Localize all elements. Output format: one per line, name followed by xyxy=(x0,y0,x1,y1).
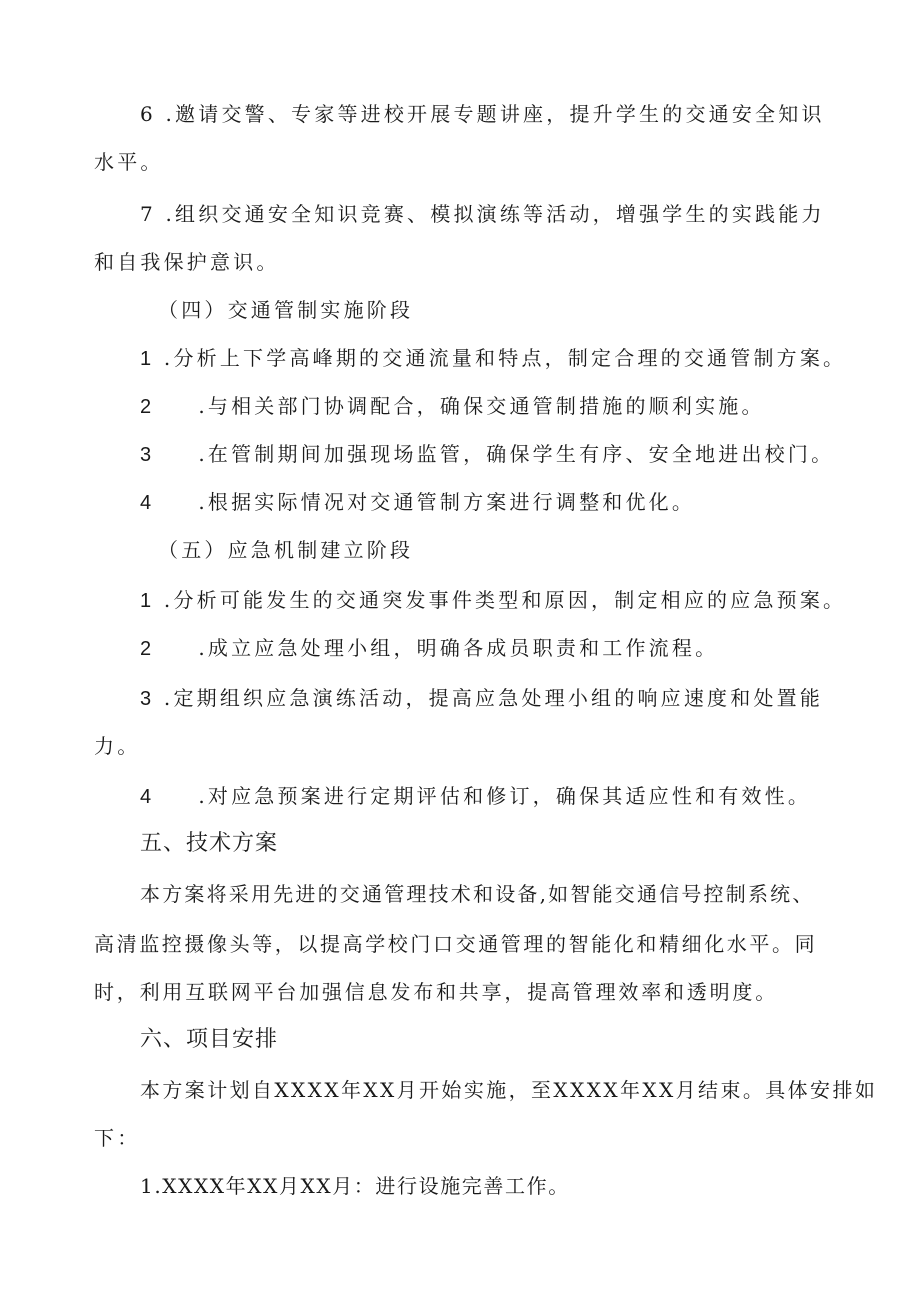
item-text: .定期组织应急演练活动，提高应急处理小组的响应速度和处置能 xyxy=(154,686,824,710)
list-item xyxy=(140,586,880,615)
paragraph-line: 时，利用互联网平台加强信息发布和共享，提高管理效率和透明度。 xyxy=(94,980,778,1004)
item-text: .与相关部门协调配合，确保交通管制措施的顺利实施。 xyxy=(198,394,765,418)
list-item: 7 .组织交通安全知识竞赛、模拟演练等活动，增强学生的实践能力 xyxy=(140,202,825,226)
paragraph-line: 高清监控摄像头等，以提高学校门口交通管理的智能化和精细化水平。同 xyxy=(94,932,818,956)
item-number: 1 xyxy=(140,348,155,370)
item-text: .成立应急处理小组，明确各成员职责和工作流程。 xyxy=(198,636,719,660)
paragraph-line: 下： xyxy=(94,1126,141,1150)
list-item xyxy=(140,634,880,663)
list-item-continuation: 力。 xyxy=(94,734,141,758)
subsection-title: （五）应急机制建立阶段 xyxy=(158,538,414,562)
list-item xyxy=(140,684,880,713)
subsection-title: （四）交通管制实施阶段 xyxy=(158,298,414,322)
list-item xyxy=(140,782,880,811)
item-number: 3 xyxy=(140,688,155,710)
item-number: 4 xyxy=(140,492,155,514)
section-heading: 五、技术方案 xyxy=(140,831,279,856)
list-item-continuation: 水平。 xyxy=(94,150,164,174)
list-item: 6 .邀请交警、专家等进校开展专题讲座，提升学生的交通安全知识 xyxy=(140,102,825,126)
paragraph-line: 本方案将采用先进的交通管理技术和设备,如智能交通信号控制系统、 xyxy=(140,882,815,906)
section-heading: 六、项目安排 xyxy=(140,1027,279,1052)
list-item xyxy=(140,488,880,517)
list-item xyxy=(140,344,880,373)
list-item: 1.XXXX年XX月XX月：进行设施完善工作。 xyxy=(140,1174,570,1198)
list-item xyxy=(140,440,880,469)
item-text: .分析可能发生的交通突发事件类型和原因，制定相应的应急预案。 xyxy=(154,588,847,612)
list-item xyxy=(140,392,880,421)
item-text: .在管制期间加强现场监管，确保学生有序、安全地进出校门。 xyxy=(198,442,835,466)
item-text: .对应急预案进行定期评估和修订，确保其适应性和有效性。 xyxy=(198,784,812,808)
item-text: .根据实际情况对交通管制方案进行调整和优化。 xyxy=(198,490,696,514)
item-number: 2 xyxy=(140,638,155,660)
list-item-continuation: 和自我保护意识。 xyxy=(94,250,280,274)
item-number: 3 xyxy=(140,444,155,466)
item-number: 4 xyxy=(140,786,155,808)
paragraph-line: 本方案计划自XXXX年XX月开始实施，至XXXX年XX月结束。具体安排如 xyxy=(140,1078,878,1102)
item-number: 2 xyxy=(140,396,155,418)
item-text: .分析上下学高峰期的交通流量和特点，制定合理的交通管制方案。 xyxy=(154,346,847,370)
item-number: 1 xyxy=(140,590,155,612)
